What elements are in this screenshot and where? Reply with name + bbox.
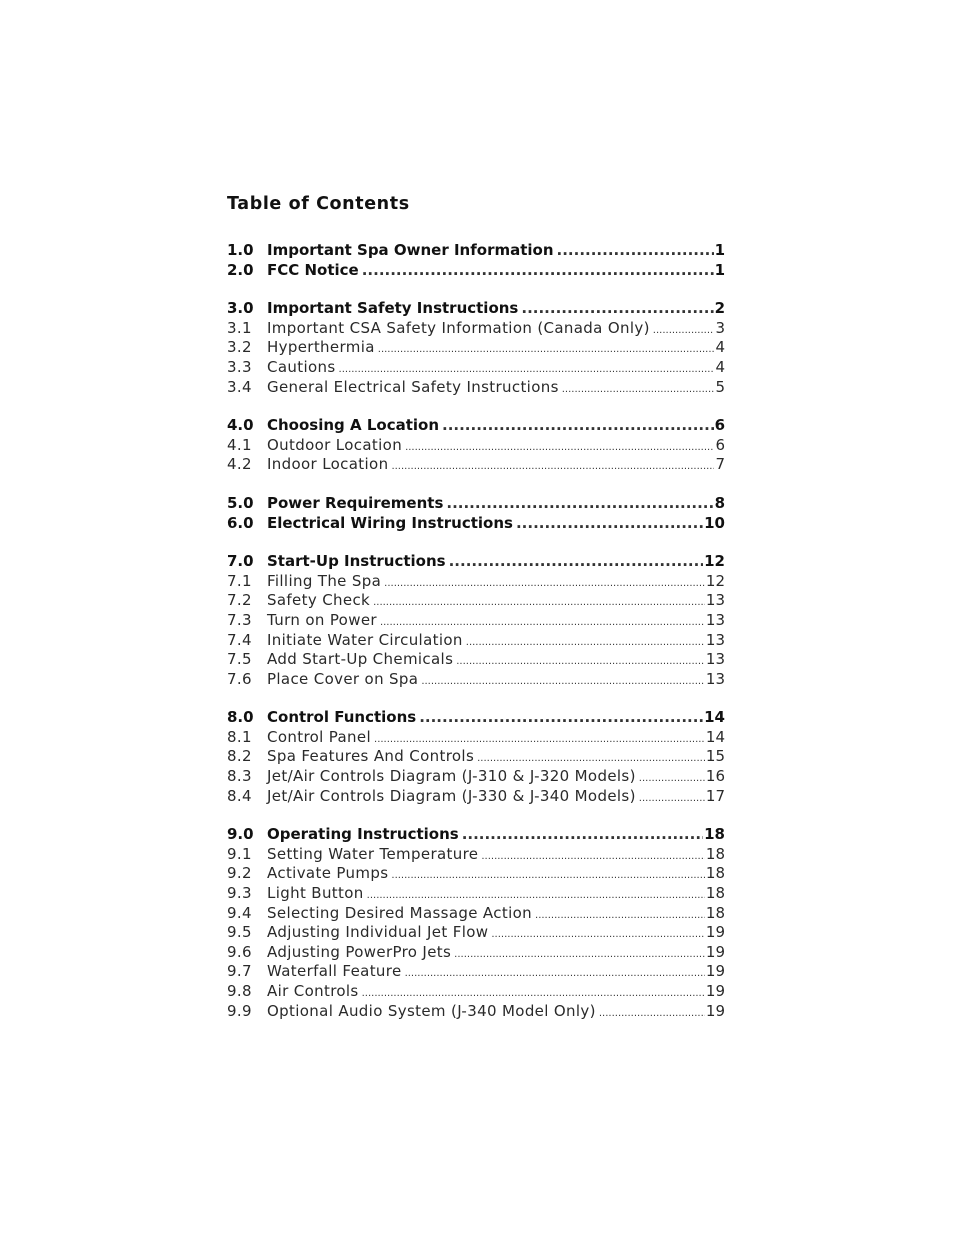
- dot-leader: [639, 769, 705, 789]
- toc-entry-number: 5.0: [227, 493, 254, 512]
- toc-heading-entry[interactable]: [227, 514, 725, 534]
- dot-leader: [653, 321, 715, 341]
- page-title: Table of Contents: [227, 194, 410, 214]
- toc-entry-page-number: 1: [714, 260, 725, 279]
- toc-entry-label: Safety Check: [267, 591, 371, 610]
- toc-entry-label: Air Controls: [267, 982, 359, 1000]
- toc-entry-page-number: 19: [705, 962, 725, 981]
- dot-leader: [491, 925, 705, 945]
- toc-entry-number: 9.1: [227, 844, 252, 863]
- toc-entry-page-number: 4: [715, 357, 725, 376]
- toc-subentry[interactable]: [227, 436, 725, 456]
- dot-leader: [384, 574, 705, 594]
- dot-leader: [562, 380, 715, 400]
- toc-entry-page-number: 1: [714, 241, 725, 259]
- toc-entry-label: Start-Up Instructions: [267, 552, 446, 571]
- toc-entry-page-number: 18: [705, 864, 725, 883]
- toc-subentry[interactable]: [227, 378, 725, 398]
- toc-entry-page-number: 18: [705, 844, 725, 863]
- toc-entry-page-number: 8: [714, 493, 725, 512]
- toc-entry-label: Spa Features And Controls: [267, 747, 475, 766]
- dot-leader: [419, 708, 703, 728]
- toc-entry-label: Control Panel: [267, 727, 372, 746]
- toc-subentry[interactable]: [227, 572, 725, 592]
- toc-entry-number: 7.0: [227, 552, 254, 571]
- toc-subentry[interactable]: [227, 884, 725, 904]
- toc-entry-number: 4.1: [227, 435, 252, 454]
- toc-entry-number: 9.7: [227, 962, 252, 981]
- toc-entry-label: Hyperthermia: [267, 338, 375, 357]
- dot-leader: [373, 593, 705, 613]
- toc-subentry[interactable]: [227, 670, 725, 690]
- toc-entry-label: Adjusting PowerPro Jets: [267, 942, 452, 961]
- toc-subentry[interactable]: [227, 319, 725, 339]
- toc-entry-number: 8.1: [227, 727, 252, 746]
- toc-entry-label: Filling The Spa: [267, 571, 382, 590]
- toc-heading-entry[interactable]: [227, 708, 725, 728]
- toc-entry-label: General Electrical Safety Instructions: [267, 377, 559, 396]
- toc-entry-number: 8.2: [227, 747, 252, 766]
- dot-leader: [481, 847, 705, 867]
- toc-subentry[interactable]: [227, 455, 725, 475]
- dot-leader: [557, 241, 714, 261]
- toc-section: [227, 552, 725, 689]
- toc-entry-label: Selecting Desired Massage Action: [267, 903, 533, 922]
- toc-entry-page-number: 19: [705, 1001, 725, 1020]
- toc-heading-entry[interactable]: [227, 494, 725, 514]
- toc-entry-number: 7.3: [227, 610, 252, 629]
- toc-section: [227, 299, 725, 397]
- toc-heading-entry[interactable]: [227, 825, 725, 845]
- toc-heading-entry[interactable]: [227, 261, 725, 281]
- toc-entry-label: Optional Audio System (J-340 Model Only): [267, 1001, 596, 1020]
- toc-entry-page-number: 4: [715, 338, 725, 357]
- toc-subentry[interactable]: [227, 845, 725, 865]
- toc-entry-label: Indoor Location: [267, 455, 389, 474]
- toc-entry-number: 4.2: [227, 455, 252, 474]
- toc-entry-label: Waterfall Feature: [267, 962, 402, 981]
- toc-entry-label: Activate Pumps: [267, 864, 389, 883]
- toc-entry-page-number: 19: [705, 942, 725, 961]
- toc-entry-label: Operating Instructions: [267, 825, 459, 844]
- toc-entry-page-number: 17: [705, 786, 725, 805]
- toc-entry-label: Jet/Air Controls Diagram (J-310 & J-320 Models): [267, 767, 636, 786]
- toc-entry-number: 3.2: [227, 338, 252, 357]
- toc-entry-page-number: 6: [715, 435, 725, 454]
- toc-subentry[interactable]: [227, 787, 725, 807]
- toc-entry-page-number: 5: [715, 377, 725, 396]
- dot-leader: [421, 672, 705, 692]
- dot-leader: [535, 906, 705, 926]
- dot-leader: [446, 494, 713, 514]
- toc-heading-entry[interactable]: [227, 241, 725, 261]
- toc-entry-number: 9.9: [227, 1001, 252, 1020]
- toc-entry-number: 7.4: [227, 630, 252, 649]
- table-of-contents: [227, 241, 725, 1021]
- toc-section: [227, 416, 725, 475]
- dot-leader: [405, 964, 705, 984]
- dot-leader: [521, 299, 713, 319]
- toc-entry-page-number: 16: [705, 767, 725, 786]
- toc-entry-page-number: 13: [705, 591, 725, 610]
- toc-entry-label: Control Functions: [267, 708, 417, 727]
- toc-entry-label: Important Safety Instructions: [267, 299, 519, 318]
- toc-entry-label: Add Start-Up Chemicals: [267, 650, 454, 669]
- toc-entry-number: 3.3: [227, 357, 252, 376]
- toc-entry-number: 3.4: [227, 377, 252, 396]
- toc-heading-entry[interactable]: [227, 552, 725, 572]
- toc-entry-page-number: 18: [705, 903, 725, 922]
- dot-leader: [454, 945, 705, 965]
- toc-entry-page-number: 14: [705, 727, 725, 746]
- toc-entry-label: Important CSA Safety Information (Canada Only): [267, 318, 650, 337]
- toc-entry-label: Important Spa Owner Information: [267, 241, 554, 259]
- toc-entry-label: Outdoor Location: [267, 435, 403, 454]
- toc-subentry[interactable]: [227, 650, 725, 670]
- toc-entry-number: 9.6: [227, 942, 252, 961]
- toc-entry-number: 3.1: [227, 318, 252, 337]
- toc-section: [227, 708, 725, 806]
- toc-entry-page-number: 2: [714, 299, 725, 318]
- toc-entry-number: 9.3: [227, 884, 252, 903]
- toc-entry-label: Choosing A Location: [267, 416, 440, 435]
- toc-entry-label: FCC Notice: [267, 260, 359, 279]
- toc-entry-page-number: 7: [715, 455, 725, 474]
- toc-entry-number: 3.0: [227, 299, 254, 318]
- toc-subentry[interactable]: [227, 611, 725, 631]
- dot-leader: [362, 261, 714, 281]
- toc-entry-page-number: 13: [705, 669, 725, 688]
- toc-entry-number: 7.6: [227, 669, 252, 688]
- toc-heading-entry[interactable]: [227, 299, 725, 319]
- toc-entry-label: Cautions: [267, 357, 336, 376]
- toc-entry-number: 6.0: [227, 513, 254, 532]
- toc-section: [227, 241, 725, 280]
- toc-subentry[interactable]: [227, 591, 725, 611]
- toc-entry-label: Jet/Air Controls Diagram (J-330 & J-340 Models): [267, 786, 636, 805]
- toc-subentry[interactable]: [227, 904, 725, 924]
- dot-leader: [599, 1004, 705, 1024]
- dot-leader: [456, 652, 705, 672]
- toc-subentry[interactable]: [227, 767, 725, 787]
- dot-leader: [442, 416, 714, 436]
- toc-entry-number: 8.3: [227, 767, 252, 786]
- toc-subentry[interactable]: [227, 982, 725, 1002]
- toc-section: [227, 494, 725, 533]
- toc-entry-number: 9.8: [227, 982, 252, 1000]
- toc-entry-page-number: 12: [705, 571, 725, 590]
- toc-subentry[interactable]: [227, 864, 725, 884]
- dot-leader: [449, 552, 704, 572]
- toc-entry-number: 8.0: [227, 708, 254, 727]
- toc-subentry[interactable]: [227, 338, 725, 358]
- toc-entry-label: Turn on Power: [267, 610, 377, 629]
- toc-entry-label: Electrical Wiring Instructions: [267, 513, 513, 532]
- toc-entry-number: 9.4: [227, 903, 252, 922]
- toc-entry-number: 9.2: [227, 864, 252, 883]
- dot-leader: [405, 438, 714, 458]
- toc-entry-page-number: 12: [704, 552, 725, 571]
- toc-entry-page-number: 18: [704, 825, 725, 844]
- toc-entry-label: Initiate Water Circulation: [267, 630, 463, 649]
- toc-entry-number: 8.4: [227, 786, 252, 805]
- toc-subentry[interactable]: [227, 962, 725, 982]
- toc-entry-label: Adjusting Individual Jet Flow: [267, 923, 489, 942]
- toc-subentry[interactable]: [227, 358, 725, 378]
- toc-entry-label: Light Button: [267, 884, 364, 903]
- toc-entry-number: 4.0: [227, 416, 254, 435]
- dot-leader: [516, 514, 703, 534]
- toc-subentry[interactable]: [227, 631, 725, 651]
- dot-leader: [391, 457, 714, 477]
- dot-leader: [639, 789, 705, 809]
- dot-leader: [378, 340, 715, 360]
- toc-subentry[interactable]: [227, 1002, 725, 1022]
- toc-entry-label: Power Requirements: [267, 493, 444, 512]
- dot-leader: [466, 633, 705, 653]
- toc-entry-page-number: 13: [705, 630, 725, 649]
- toc-entry-page-number: 13: [705, 650, 725, 669]
- toc-entry-number: 7.2: [227, 591, 252, 610]
- toc-entry-label: Setting Water Temperature: [267, 844, 479, 863]
- toc-subentry[interactable]: [227, 728, 725, 748]
- dot-leader: [391, 866, 705, 886]
- toc-heading-entry[interactable]: [227, 416, 725, 436]
- toc-subentry[interactable]: [227, 943, 725, 963]
- toc-entry-number: 2.0: [227, 260, 254, 279]
- toc-entry-page-number: 19: [705, 982, 725, 1000]
- toc-entry-number: 7.1: [227, 571, 252, 590]
- toc-entry-page-number: 3: [715, 318, 725, 337]
- toc-entry-page-number: 14: [704, 708, 725, 727]
- dot-leader: [462, 825, 703, 845]
- toc-entry-number: 1.0: [227, 241, 254, 259]
- toc-entry-number: 9.0: [227, 825, 254, 844]
- toc-entry-number: 7.5: [227, 650, 252, 669]
- toc-entry-label: Place Cover on Spa: [267, 669, 419, 688]
- toc-entry-page-number: 19: [705, 923, 725, 942]
- toc-entry-number: 9.5: [227, 923, 252, 942]
- toc-entry-page-number: 18: [705, 884, 725, 903]
- toc-entry-page-number: 15: [705, 747, 725, 766]
- toc-subentry[interactable]: [227, 747, 725, 767]
- toc-section: [227, 825, 725, 1021]
- toc-subentry[interactable]: [227, 923, 725, 943]
- toc-entry-page-number: 13: [705, 610, 725, 629]
- toc-entry-page-number: 6: [714, 416, 725, 435]
- toc-entry-page-number: 10: [704, 513, 725, 532]
